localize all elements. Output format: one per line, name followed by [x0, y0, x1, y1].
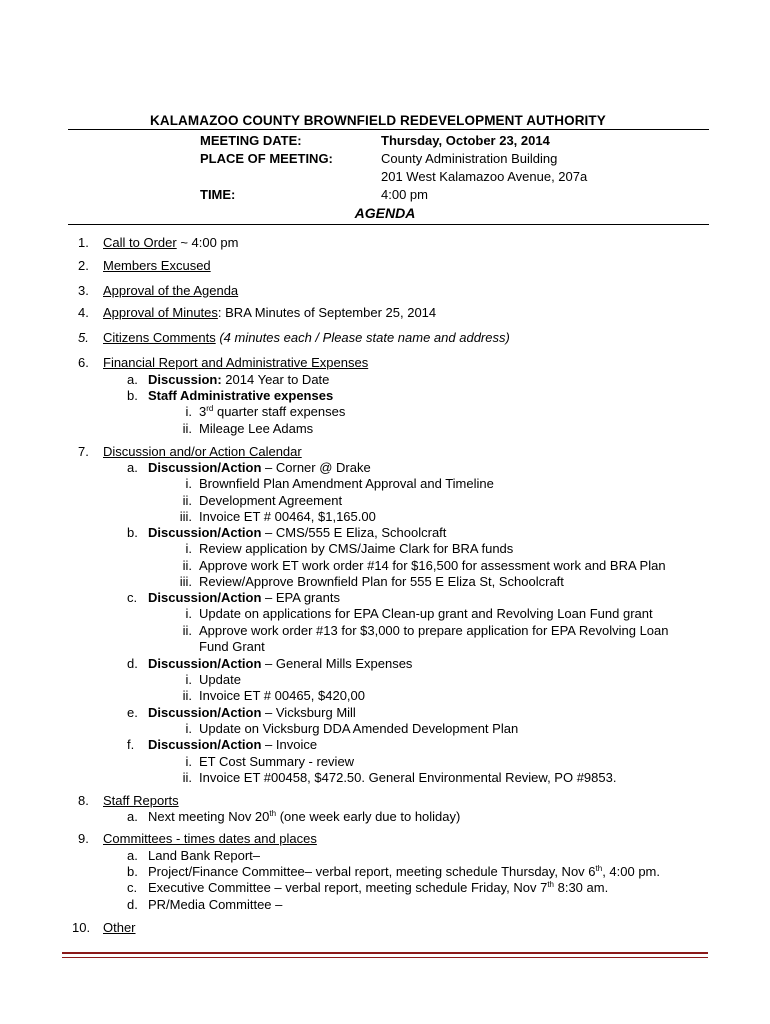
item-number: 8.: [78, 793, 89, 808]
item-title: Approval of Minutes: [103, 305, 218, 320]
place-label: PLACE OF MEETING:: [200, 151, 333, 166]
document-title: KALAMAZOO COUNTY BROWNFIELD REDEVELOPMENT AUTHORITY: [150, 113, 606, 128]
header-divider: [68, 129, 709, 130]
meeting-date-label: MEETING DATE:: [200, 133, 302, 148]
item-detail: : BRA Minutes of September 25, 2014: [217, 305, 437, 320]
item-number: 4.: [78, 305, 89, 320]
item-title: Call to Order: [103, 235, 177, 250]
item-number: 3.: [78, 283, 89, 298]
item-title: Discussion and/or Action Calendar: [103, 444, 302, 459]
meeting-date-value: Thursday, October 23, 2014: [381, 133, 550, 148]
item-detail: ~ 4:00 pm: [176, 235, 239, 250]
footer-divider-thin: [62, 957, 708, 958]
item-number: 9.: [78, 831, 89, 846]
item-number: 2.: [78, 258, 89, 273]
time-value: 4:00 pm: [381, 187, 428, 202]
item-title: Citizens Comments: [103, 330, 216, 345]
item-number: 5.: [78, 330, 89, 345]
item-number: 1.: [78, 235, 89, 250]
item-number: 10.: [72, 920, 91, 935]
item-title: Staff Reports: [103, 793, 179, 808]
agenda-heading: AGENDA: [354, 205, 416, 221]
place-line2: 201 West Kalamazoo Avenue, 207a: [381, 169, 588, 184]
item-title: Other: [103, 920, 136, 935]
item-number: 7.: [78, 444, 89, 459]
item-title: Members Excused: [103, 258, 211, 273]
item-title: Committees - times dates and places: [103, 831, 317, 846]
footer-divider-thick: [62, 952, 708, 954]
item-number: 6.: [78, 355, 89, 370]
item-title: Financial Report and Administrative Expenses: [103, 355, 369, 370]
place-line1: County Administration Building: [381, 151, 558, 166]
agenda-divider: [68, 224, 709, 225]
item-detail: (4 minutes each / Please state name and address): [215, 330, 510, 345]
item-title: Approval of the Agenda: [103, 283, 239, 298]
time-label: TIME:: [200, 187, 236, 202]
